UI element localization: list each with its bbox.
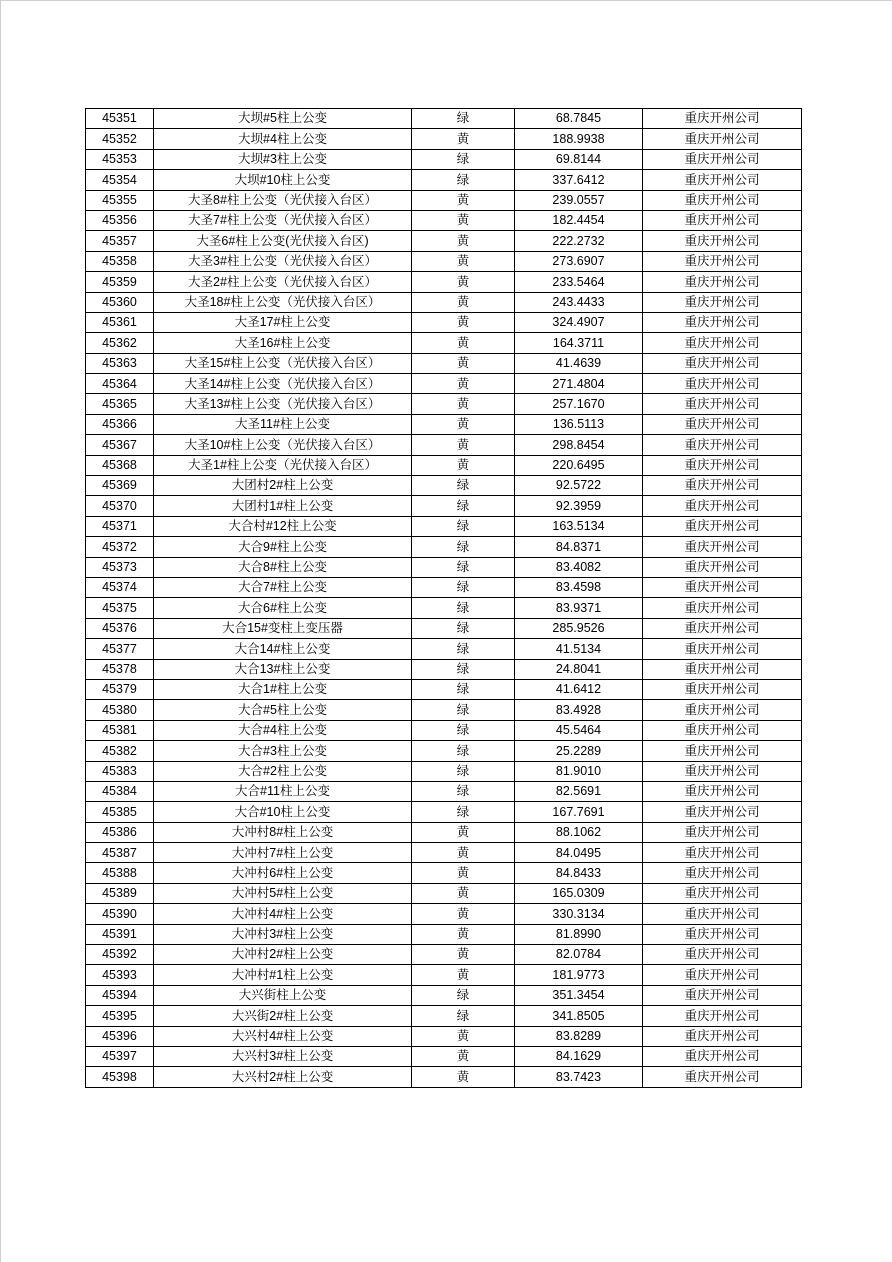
cell-name: 大坝#4柱上公变 — [154, 129, 412, 149]
cell-company: 重庆开州公司 — [643, 679, 802, 699]
cell-name: 大圣14#柱上公变（光伏接入台区） — [154, 374, 412, 394]
cell-company: 重庆开州公司 — [643, 904, 802, 924]
cell-status: 黄 — [412, 272, 515, 292]
cell-company: 重庆开州公司 — [643, 1006, 802, 1026]
cell-status: 绿 — [412, 720, 515, 740]
cell-company: 重庆开州公司 — [643, 1046, 802, 1066]
cell-id: 45379 — [86, 679, 154, 699]
cell-value: 239.0557 — [515, 190, 643, 210]
cell-name: 大合#10柱上公变 — [154, 802, 412, 822]
cell-status: 黄 — [412, 435, 515, 455]
cell-company: 重庆开州公司 — [643, 639, 802, 659]
cell-name: 大圣18#柱上公变（光伏接入台区） — [154, 292, 412, 312]
cell-id: 45384 — [86, 781, 154, 801]
cell-status: 绿 — [412, 761, 515, 781]
cell-id: 45395 — [86, 1006, 154, 1026]
cell-id: 45374 — [86, 577, 154, 597]
table-row — [86, 170, 802, 190]
cell-company: 重庆开州公司 — [643, 1026, 802, 1046]
cell-value: 68.7845 — [515, 109, 643, 129]
cell-name: 大合7#柱上公变 — [154, 577, 412, 597]
cell-status: 绿 — [412, 109, 515, 129]
table-row — [86, 272, 802, 292]
cell-id: 45368 — [86, 455, 154, 475]
table-row — [86, 333, 802, 353]
cell-company: 重庆开州公司 — [643, 863, 802, 883]
cell-value: 92.3959 — [515, 496, 643, 516]
cell-value: 83.4928 — [515, 700, 643, 720]
cell-status: 绿 — [412, 741, 515, 761]
cell-status: 黄 — [412, 822, 515, 842]
cell-company: 重庆开州公司 — [643, 414, 802, 434]
cell-status: 绿 — [412, 476, 515, 496]
table-row — [86, 741, 802, 761]
table-row — [86, 394, 802, 414]
cell-name: 大合14#柱上公变 — [154, 639, 412, 659]
cell-value: 341.8505 — [515, 1006, 643, 1026]
cell-name: 大合村#12柱上公变 — [154, 516, 412, 536]
cell-status: 黄 — [412, 190, 515, 210]
table-row — [86, 537, 802, 557]
table-row — [86, 129, 802, 149]
cell-name: 大合1#柱上公变 — [154, 679, 412, 699]
cell-name: 大兴村4#柱上公变 — [154, 1026, 412, 1046]
cell-status: 黄 — [412, 965, 515, 985]
cell-status: 绿 — [412, 170, 515, 190]
table-row — [86, 577, 802, 597]
cell-name: 大团村2#柱上公变 — [154, 476, 412, 496]
cell-name: 大圣3#柱上公变（光伏接入台区） — [154, 251, 412, 271]
cell-status: 黄 — [412, 251, 515, 271]
cell-company: 重庆开州公司 — [643, 333, 802, 353]
cell-value: 136.5113 — [515, 414, 643, 434]
cell-value: 88.1062 — [515, 822, 643, 842]
cell-status: 黄 — [412, 210, 515, 230]
cell-status: 黄 — [412, 312, 515, 332]
cell-company: 重庆开州公司 — [643, 700, 802, 720]
cell-name: 大合8#柱上公变 — [154, 557, 412, 577]
cell-value: 24.8041 — [515, 659, 643, 679]
cell-company: 重庆开州公司 — [643, 149, 802, 169]
cell-id: 45355 — [86, 190, 154, 210]
cell-value: 81.8990 — [515, 924, 643, 944]
cell-value: 324.4907 — [515, 312, 643, 332]
cell-company: 重庆开州公司 — [643, 720, 802, 740]
cell-value: 164.3711 — [515, 333, 643, 353]
cell-name: 大圣10#柱上公变（光伏接入台区） — [154, 435, 412, 455]
cell-id: 45382 — [86, 741, 154, 761]
cell-value: 351.3454 — [515, 985, 643, 1005]
cell-id: 45363 — [86, 353, 154, 373]
cell-id: 45383 — [86, 761, 154, 781]
cell-status: 黄 — [412, 333, 515, 353]
cell-value: 84.8371 — [515, 537, 643, 557]
table-row — [86, 1067, 802, 1087]
cell-name: 大坝#10柱上公变 — [154, 170, 412, 190]
cell-value: 285.9526 — [515, 618, 643, 638]
cell-value: 84.8433 — [515, 863, 643, 883]
cell-name: 大圣8#柱上公变（光伏接入台区） — [154, 190, 412, 210]
cell-status: 黄 — [412, 1046, 515, 1066]
cell-name: 大团村1#柱上公变 — [154, 496, 412, 516]
cell-id: 45364 — [86, 374, 154, 394]
cell-name: 大圣13#柱上公变（光伏接入台区） — [154, 394, 412, 414]
table-row — [86, 516, 802, 536]
cell-company: 重庆开州公司 — [643, 251, 802, 271]
cell-value: 163.5134 — [515, 516, 643, 536]
cell-id: 45359 — [86, 272, 154, 292]
cell-name: 大圣1#柱上公变（光伏接入台区） — [154, 455, 412, 475]
cell-name: 大坝#3柱上公变 — [154, 149, 412, 169]
cell-value: 25.2289 — [515, 741, 643, 761]
table-row — [86, 109, 802, 129]
cell-value: 257.1670 — [515, 394, 643, 414]
cell-id: 45386 — [86, 822, 154, 842]
cell-status: 绿 — [412, 598, 515, 618]
cell-status: 黄 — [412, 231, 515, 251]
transformer-table — [85, 108, 802, 1088]
cell-status: 绿 — [412, 639, 515, 659]
table-row — [86, 802, 802, 822]
cell-company: 重庆开州公司 — [643, 190, 802, 210]
cell-value: 83.8289 — [515, 1026, 643, 1046]
data-table-container — [85, 108, 801, 1088]
cell-status: 黄 — [412, 1067, 515, 1087]
table-row — [86, 149, 802, 169]
cell-company: 重庆开州公司 — [643, 394, 802, 414]
cell-company: 重庆开州公司 — [643, 985, 802, 1005]
cell-status: 绿 — [412, 985, 515, 1005]
cell-id: 45361 — [86, 312, 154, 332]
cell-company: 重庆开州公司 — [643, 516, 802, 536]
cell-name: 大合13#柱上公变 — [154, 659, 412, 679]
table-row — [86, 476, 802, 496]
cell-id: 45377 — [86, 639, 154, 659]
cell-id: 45367 — [86, 435, 154, 455]
cell-status: 黄 — [412, 863, 515, 883]
cell-id: 45362 — [86, 333, 154, 353]
cell-id: 45388 — [86, 863, 154, 883]
cell-name: 大兴村3#柱上公变 — [154, 1046, 412, 1066]
cell-id: 45380 — [86, 700, 154, 720]
table-row — [86, 945, 802, 965]
cell-name: 大合#11柱上公变 — [154, 781, 412, 801]
cell-id: 45392 — [86, 945, 154, 965]
cell-status: 黄 — [412, 1026, 515, 1046]
cell-name: 大合15#变柱上变压器 — [154, 618, 412, 638]
cell-value: 83.9371 — [515, 598, 643, 618]
cell-name: 大合9#柱上公变 — [154, 537, 412, 557]
cell-value: 167.7691 — [515, 802, 643, 822]
cell-id: 45389 — [86, 883, 154, 903]
cell-company: 重庆开州公司 — [643, 741, 802, 761]
cell-value: 41.4639 — [515, 353, 643, 373]
cell-value: 45.5464 — [515, 720, 643, 740]
cell-value: 222.2732 — [515, 231, 643, 251]
cell-company: 重庆开州公司 — [643, 435, 802, 455]
cell-name: 大圣16#柱上公变 — [154, 333, 412, 353]
cell-company: 重庆开州公司 — [643, 822, 802, 842]
cell-value: 83.4598 — [515, 577, 643, 597]
cell-name: 大冲村3#柱上公变 — [154, 924, 412, 944]
table-row — [86, 190, 802, 210]
cell-status: 绿 — [412, 1006, 515, 1026]
table-row — [86, 781, 802, 801]
table-row — [86, 1026, 802, 1046]
table-row — [86, 1006, 802, 1026]
cell-name: 大冲村6#柱上公变 — [154, 863, 412, 883]
cell-id: 45391 — [86, 924, 154, 944]
table-row — [86, 659, 802, 679]
cell-value: 165.0309 — [515, 883, 643, 903]
cell-id: 45378 — [86, 659, 154, 679]
cell-status: 绿 — [412, 557, 515, 577]
cell-name: 大合#5柱上公变 — [154, 700, 412, 720]
table-row — [86, 435, 802, 455]
cell-value: 84.0495 — [515, 843, 643, 863]
table-row — [86, 965, 802, 985]
cell-id: 45381 — [86, 720, 154, 740]
cell-value: 273.6907 — [515, 251, 643, 271]
cell-company: 重庆开州公司 — [643, 802, 802, 822]
cell-name: 大圣7#柱上公变（光伏接入台区） — [154, 210, 412, 230]
cell-status: 绿 — [412, 516, 515, 536]
table-row — [86, 374, 802, 394]
cell-company: 重庆开州公司 — [643, 109, 802, 129]
table-row — [86, 1046, 802, 1066]
cell-status: 绿 — [412, 679, 515, 699]
cell-id: 45369 — [86, 476, 154, 496]
cell-status: 黄 — [412, 883, 515, 903]
table-row — [86, 720, 802, 740]
cell-status: 黄 — [412, 129, 515, 149]
table-row — [86, 231, 802, 251]
cell-id: 45373 — [86, 557, 154, 577]
cell-company: 重庆开州公司 — [643, 210, 802, 230]
cell-id: 45366 — [86, 414, 154, 434]
cell-id: 45370 — [86, 496, 154, 516]
cell-company: 重庆开州公司 — [643, 1067, 802, 1087]
cell-company: 重庆开州公司 — [643, 618, 802, 638]
cell-value: 83.4082 — [515, 557, 643, 577]
table-row — [86, 985, 802, 1005]
cell-status: 黄 — [412, 924, 515, 944]
cell-id: 45356 — [86, 210, 154, 230]
table-row — [86, 251, 802, 271]
cell-id: 45372 — [86, 537, 154, 557]
cell-status: 黄 — [412, 945, 515, 965]
cell-status: 黄 — [412, 843, 515, 863]
cell-status: 黄 — [412, 455, 515, 475]
cell-company: 重庆开州公司 — [643, 353, 802, 373]
cell-value: 182.4454 — [515, 210, 643, 230]
cell-id: 45352 — [86, 129, 154, 149]
cell-company: 重庆开州公司 — [643, 272, 802, 292]
cell-value: 243.4433 — [515, 292, 643, 312]
cell-id: 45396 — [86, 1026, 154, 1046]
table-body — [86, 109, 802, 1088]
cell-status: 绿 — [412, 659, 515, 679]
cell-value: 41.5134 — [515, 639, 643, 659]
cell-status: 绿 — [412, 781, 515, 801]
cell-name: 大兴街柱上公变 — [154, 985, 412, 1005]
cell-status: 黄 — [412, 292, 515, 312]
cell-id: 45351 — [86, 109, 154, 129]
cell-company: 重庆开州公司 — [643, 496, 802, 516]
cell-name: 大圣6#柱上公变(光伏接入台区) — [154, 231, 412, 251]
cell-status: 绿 — [412, 496, 515, 516]
table-row — [86, 455, 802, 475]
table-row — [86, 496, 802, 516]
cell-value: 220.6495 — [515, 455, 643, 475]
cell-value: 69.8144 — [515, 149, 643, 169]
cell-company: 重庆开州公司 — [643, 455, 802, 475]
table-row — [86, 639, 802, 659]
cell-id: 45390 — [86, 904, 154, 924]
cell-company: 重庆开州公司 — [643, 374, 802, 394]
table-row — [86, 863, 802, 883]
cell-name: 大兴街2#柱上公变 — [154, 1006, 412, 1026]
cell-company: 重庆开州公司 — [643, 598, 802, 618]
cell-company: 重庆开州公司 — [643, 945, 802, 965]
cell-value: 337.6412 — [515, 170, 643, 190]
cell-value: 271.4804 — [515, 374, 643, 394]
table-row — [86, 924, 802, 944]
cell-company: 重庆开州公司 — [643, 537, 802, 557]
cell-name: 大圣11#柱上公变 — [154, 414, 412, 434]
cell-status: 黄 — [412, 374, 515, 394]
cell-name: 大冲村7#柱上公变 — [154, 843, 412, 863]
cell-company: 重庆开州公司 — [643, 577, 802, 597]
cell-id: 45358 — [86, 251, 154, 271]
cell-value: 92.5722 — [515, 476, 643, 496]
cell-name: 大兴村2#柱上公变 — [154, 1067, 412, 1087]
cell-value: 83.7423 — [515, 1067, 643, 1087]
cell-status: 绿 — [412, 802, 515, 822]
cell-value: 181.9773 — [515, 965, 643, 985]
cell-id: 45354 — [86, 170, 154, 190]
cell-name: 大合#3柱上公变 — [154, 741, 412, 761]
cell-value: 233.5464 — [515, 272, 643, 292]
table-row — [86, 904, 802, 924]
cell-value: 81.9010 — [515, 761, 643, 781]
cell-company: 重庆开州公司 — [643, 170, 802, 190]
cell-id: 45375 — [86, 598, 154, 618]
cell-name: 大冲村5#柱上公变 — [154, 883, 412, 903]
cell-id: 45393 — [86, 965, 154, 985]
table-row — [86, 312, 802, 332]
cell-company: 重庆开州公司 — [643, 312, 802, 332]
table-row — [86, 883, 802, 903]
cell-name: 大圣17#柱上公变 — [154, 312, 412, 332]
table-row — [86, 700, 802, 720]
cell-id: 45365 — [86, 394, 154, 414]
table-row — [86, 557, 802, 577]
cell-id: 45371 — [86, 516, 154, 536]
cell-company: 重庆开州公司 — [643, 781, 802, 801]
cell-company: 重庆开州公司 — [643, 557, 802, 577]
cell-value: 298.8454 — [515, 435, 643, 455]
cell-name: 大合6#柱上公变 — [154, 598, 412, 618]
cell-name: 大冲村8#柱上公变 — [154, 822, 412, 842]
cell-id: 45376 — [86, 618, 154, 638]
cell-id: 45387 — [86, 843, 154, 863]
cell-value: 330.3134 — [515, 904, 643, 924]
cell-name: 大冲村#1柱上公变 — [154, 965, 412, 985]
cell-id: 45397 — [86, 1046, 154, 1066]
cell-name: 大圣15#柱上公变（光伏接入台区） — [154, 353, 412, 373]
cell-company: 重庆开州公司 — [643, 292, 802, 312]
cell-id: 45353 — [86, 149, 154, 169]
table-row — [86, 414, 802, 434]
cell-value: 82.5691 — [515, 781, 643, 801]
cell-company: 重庆开州公司 — [643, 476, 802, 496]
cell-id: 45357 — [86, 231, 154, 251]
cell-status: 黄 — [412, 353, 515, 373]
table-row — [86, 679, 802, 699]
cell-status: 黄 — [412, 394, 515, 414]
cell-company: 重庆开州公司 — [643, 883, 802, 903]
cell-company: 重庆开州公司 — [643, 129, 802, 149]
table-row — [86, 292, 802, 312]
cell-company: 重庆开州公司 — [643, 924, 802, 944]
cell-status: 绿 — [412, 149, 515, 169]
cell-value: 82.0784 — [515, 945, 643, 965]
cell-status: 绿 — [412, 618, 515, 638]
cell-name: 大冲村2#柱上公变 — [154, 945, 412, 965]
cell-name: 大合#2柱上公变 — [154, 761, 412, 781]
cell-id: 45385 — [86, 802, 154, 822]
cell-name: 大圣2#柱上公变（光伏接入台区） — [154, 272, 412, 292]
cell-status: 绿 — [412, 700, 515, 720]
cell-status: 绿 — [412, 537, 515, 557]
table-row — [86, 618, 802, 638]
cell-status: 黄 — [412, 414, 515, 434]
cell-id: 45360 — [86, 292, 154, 312]
cell-name: 大坝#5柱上公变 — [154, 109, 412, 129]
cell-value: 41.6412 — [515, 679, 643, 699]
cell-name: 大合#4柱上公变 — [154, 720, 412, 740]
cell-status: 黄 — [412, 904, 515, 924]
cell-value: 188.9938 — [515, 129, 643, 149]
cell-company: 重庆开州公司 — [643, 659, 802, 679]
table-row — [86, 353, 802, 373]
cell-status: 绿 — [412, 577, 515, 597]
cell-company: 重庆开州公司 — [643, 761, 802, 781]
table-row — [86, 761, 802, 781]
cell-company: 重庆开州公司 — [643, 231, 802, 251]
cell-id: 45394 — [86, 985, 154, 1005]
table-row — [86, 822, 802, 842]
table-row — [86, 598, 802, 618]
cell-id: 45398 — [86, 1067, 154, 1087]
cell-company: 重庆开州公司 — [643, 965, 802, 985]
table-row — [86, 210, 802, 230]
cell-name: 大冲村4#柱上公变 — [154, 904, 412, 924]
cell-company: 重庆开州公司 — [643, 843, 802, 863]
table-row — [86, 843, 802, 863]
cell-value: 84.1629 — [515, 1046, 643, 1066]
